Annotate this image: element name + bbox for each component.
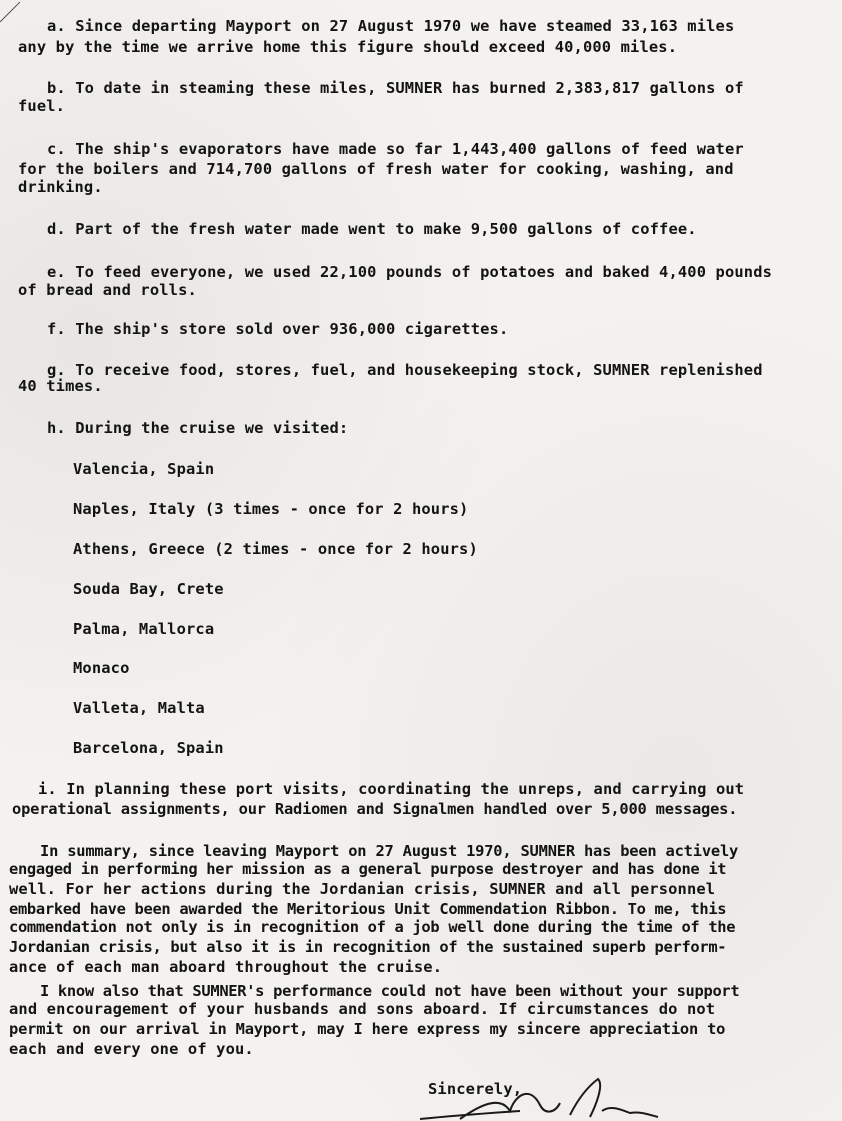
paragraph-g-line-2: 40 times. bbox=[18, 377, 103, 395]
summary-line-4: embarked have been awarded the Meritorious Unit Commendation Ribbon. To me, this bbox=[9, 900, 727, 918]
paragraph-c-line-1: c. The ship's evaporators have made so far 1,443,400 gallons of feed water bbox=[47, 140, 744, 158]
sign-off: Sincerely, bbox=[428, 1080, 523, 1098]
paragraph-c-line-3: drinking. bbox=[18, 178, 103, 196]
port-item: Barcelona, Spain bbox=[73, 739, 224, 757]
signature-scribble bbox=[420, 1075, 660, 1121]
paragraph-e-line-2: of bread and rolls. bbox=[18, 281, 197, 299]
port-item: Monaco bbox=[73, 659, 130, 677]
closing-line-3: permit on our arrival in Mayport, may I here express my sincere appreciation to bbox=[9, 1020, 726, 1038]
paragraph-c-line-2: for the boilers and 714,700 gallons of fresh water for cooking, washing, and bbox=[18, 160, 734, 178]
paragraph-i-line-2: operational assignments, our Radiomen and Signalmen handled over 5,000 messages. bbox=[12, 800, 738, 818]
closing-line-1: I know also that SUMNER's performance could not have been without your support bbox=[40, 982, 740, 1000]
paragraph-i-line-1: i. In planning these port visits, coordinating the unreps, and carrying out bbox=[38, 780, 745, 798]
port-item: Athens, Greece (2 times - once for 2 hours) bbox=[73, 540, 478, 558]
port-item: Valleta, Malta bbox=[73, 699, 205, 717]
summary-line-6: Jordanian crisis, but also it is in recognition of the sustained superb perform- bbox=[9, 938, 727, 956]
summary-line-2: engaged in performing her mission as a general purpose destroyer and has done it bbox=[9, 860, 727, 878]
paragraph-f-line-1: f. The ship's store sold over 936,000 cigarettes. bbox=[47, 320, 509, 338]
summary-line-7: ance of each man aboard throughout the cruise. bbox=[9, 958, 443, 976]
summary-line-5: commendation not only is in recognition of a job well done during the time of the bbox=[9, 918, 736, 936]
paragraph-g-line-1: g. To receive food, stores, fuel, and housekeeping stock, SUMNER replenished bbox=[47, 361, 763, 379]
port-item: Palma, Mallorca bbox=[73, 620, 215, 638]
paragraph-b-line-2: fuel. bbox=[18, 97, 66, 115]
port-item: Souda Bay, Crete bbox=[73, 580, 224, 598]
closing-line-4: each and every one of you. bbox=[9, 1040, 254, 1058]
fold-mark bbox=[0, 0, 36, 36]
port-item: Valencia, Spain bbox=[73, 460, 215, 478]
paragraph-h-line-1: h. During the cruise we visited: bbox=[47, 419, 349, 437]
paragraph-a-line-2: any by the time we arrive home this figure should exceed 40,000 miles. bbox=[18, 38, 678, 56]
summary-line-1: In summary, since leaving Mayport on 27 August 1970, SUMNER has been actively bbox=[40, 842, 739, 860]
paragraph-d-line-1: d. Part of the fresh water made went to make 9,500 gallons of coffee. bbox=[47, 220, 697, 238]
summary-line-3: well. For her actions during the Jordanian crisis, SUMNER and all personnel bbox=[9, 880, 716, 898]
paragraph-b-line-1: b. To date in steaming these miles, SUMNER has burned 2,383,817 gallons of bbox=[47, 79, 744, 97]
paragraph-a-line-1: a. Since departing Mayport on 27 August 1970 we have steamed 33,163 miles bbox=[47, 17, 735, 35]
port-item: Naples, Italy (3 times - once for 2 hours) bbox=[73, 500, 469, 518]
closing-line-2: and encouragement of your husbands and sons aboard. If circumstances do not bbox=[9, 1000, 716, 1018]
paragraph-e-line-1: e. To feed everyone, we used 22,100 pounds of potatoes and baked 4,400 pounds bbox=[47, 263, 773, 281]
